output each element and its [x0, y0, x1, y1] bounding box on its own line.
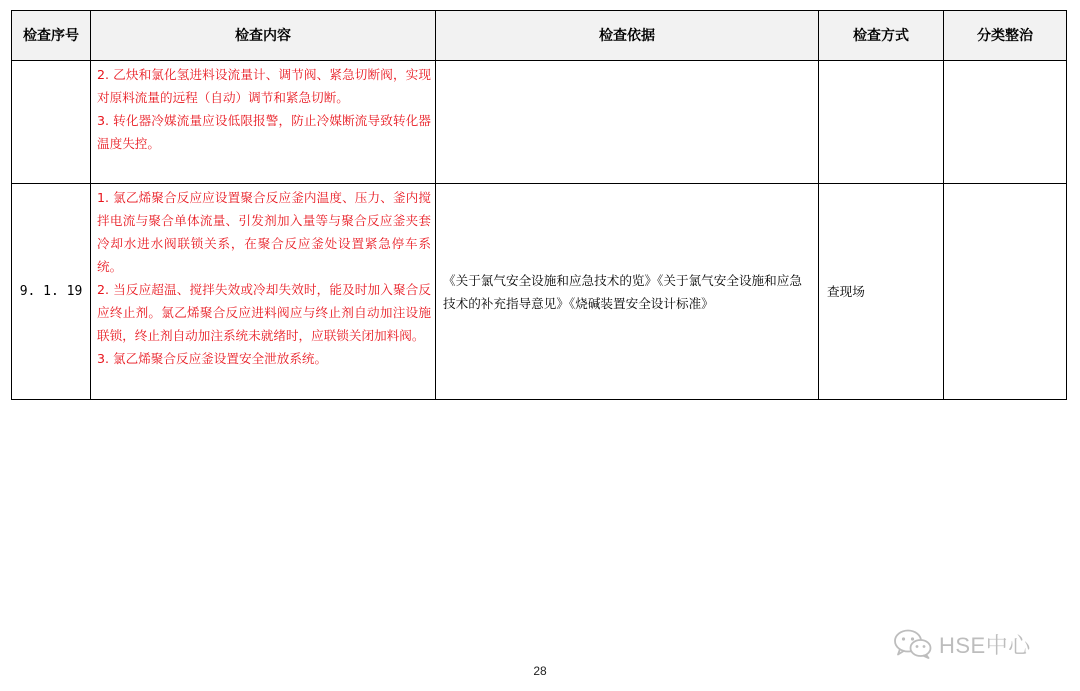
- page-number: 28: [533, 664, 547, 678]
- table-header-row: [12, 11, 1067, 61]
- table-row: [12, 61, 1067, 184]
- method-cell: 查现场: [819, 184, 944, 400]
- content-item: 3. 氯乙烯聚合反应釜设置安全泄放系统。: [97, 351, 328, 366]
- content-item: 2. 乙炔和氯化氢进料设流量计、调节阀、紧急切断阀，实现对原料流量的远程（自动）调节和紧急切断。: [97, 67, 431, 105]
- content-item: 3. 转化器冷媒流量应设低限报警，防止冷媒断流导致转化器温度失控。: [97, 113, 431, 151]
- basis-cell: 《关于氯气安全设施和应急技术的览》《关于氯气安全设施和应急技术的补充指导意见》《烧碱装置安全设计标准》: [436, 184, 819, 400]
- wechat-icon: [893, 629, 933, 659]
- content-cell: [91, 61, 436, 184]
- inspection-table: [11, 10, 1067, 400]
- content-item: 2. 当反应超温、搅拌失效或冷却失效时，能及时加入聚合反应终止剂。氯乙烯聚合反应进料阀应与终止剂自动加注设施联锁，终止剂自动加注系统未就绪时，应联锁关闭加料阀。: [97, 282, 431, 343]
- header-classification: 分类整治: [944, 11, 1067, 61]
- watermark: [893, 626, 1031, 662]
- method-cell: [819, 61, 944, 184]
- header-seq: 检查序号: [12, 11, 91, 61]
- basis-cell: [436, 61, 819, 184]
- header-basis: 检查依据: [436, 11, 819, 61]
- classification-cell: [944, 184, 1067, 400]
- seq-cell: [12, 61, 91, 184]
- seq-cell: 9. 1. 19: [12, 184, 91, 400]
- classification-cell: [944, 61, 1067, 184]
- header-method: 检查方式: [819, 11, 944, 61]
- table-row: [12, 184, 1067, 400]
- content-item: 1. 氯乙烯聚合反应应设置聚合反应釜内温度、压力、釜内搅拌电流与聚合单体流量、引发剂加入量等与聚合反应釜夹套冷却水进水阀联锁关系，在聚合反应釜处设置紧急停车系统。: [97, 190, 431, 274]
- watermark-text: HSE中心: [939, 632, 1031, 658]
- header-content: 检查内容: [91, 11, 436, 61]
- content-cell: [91, 184, 436, 400]
